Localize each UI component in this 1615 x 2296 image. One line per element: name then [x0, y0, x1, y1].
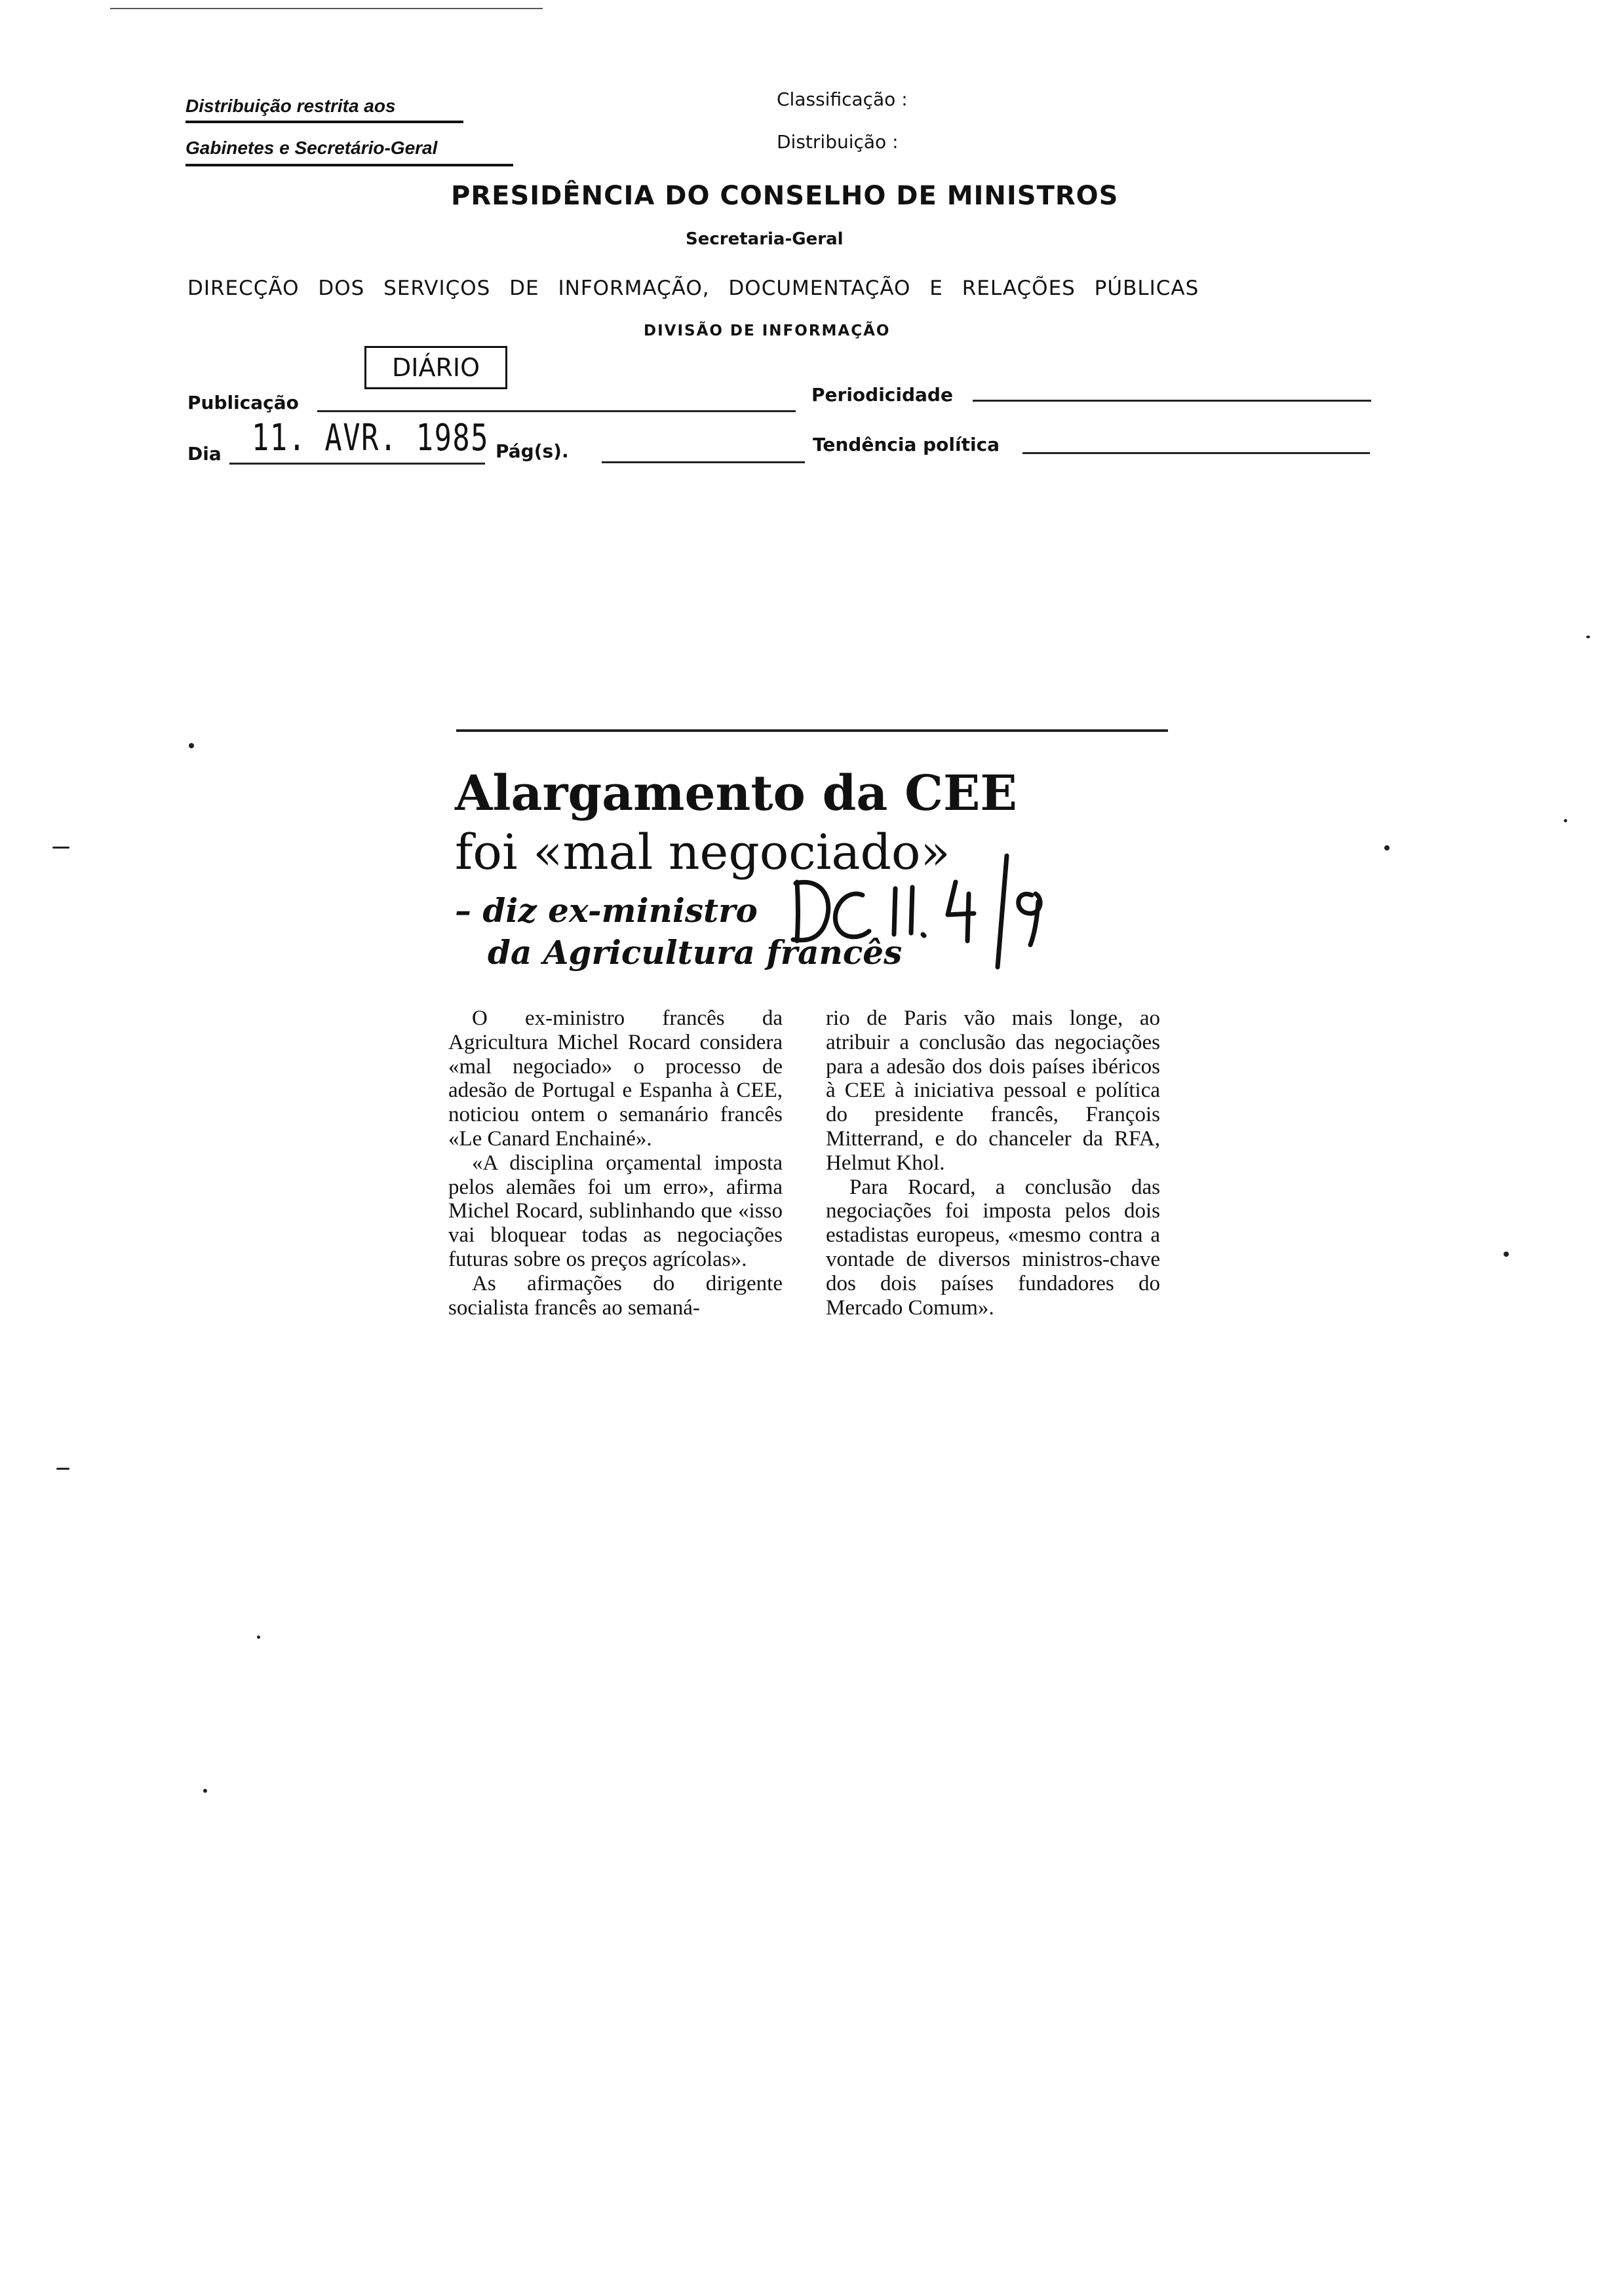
tendencia-line: [1022, 452, 1370, 454]
scan-speck: [1564, 819, 1567, 822]
subhead-line-1: – diz ex-ministro: [455, 891, 758, 930]
column-1-paragraph: As afirmações do dirigente socialista francês ao semaná-: [448, 1271, 783, 1320]
scan-speck: [203, 1789, 207, 1793]
restriction-line-1: Distribuição restrita aos: [185, 96, 396, 116]
scan-edge-line: [110, 8, 543, 9]
article-column-1: [448, 1006, 783, 1320]
division-title: DIVISÃO DE INFORMAÇÃO: [644, 322, 891, 339]
restriction-underline-2: [185, 164, 513, 166]
column-2-paragraph: Para Rocard, a conclusão das negociações foi imposta pelos dois estadistas europeus, «mesmo contra a vontade de diversos ministros-chave dos dois países fundadores do Mercado Comum».: [826, 1175, 1160, 1320]
scan-speck: [257, 1636, 260, 1639]
column-2-paragraph: rio de Paris vão mais longe, ao atribuir a conclusão das negociações para a adesão dos dois países ibéricos à CEE à iniciativa pessoal e política do presidente francês, François Mitterrand, e do chanceler da RFA, Helmut Khol.: [826, 1006, 1160, 1175]
institution-title: PRESIDÊNCIA DO CONSELHO DE MINISTROS: [451, 181, 1119, 211]
pags-label: Pág(s).: [496, 440, 569, 462]
pags-line: [602, 461, 805, 463]
scan-speck: [52, 847, 69, 849]
subhead-line-2: da Agricultura francês: [488, 933, 903, 972]
handwritten-annotation: [784, 836, 1072, 974]
restriction-underline-1: [185, 121, 463, 123]
column-1-paragraph: «A disciplina orçamental imposta pelos alemães foi um erro», afirma Michel Rocard, sublinhando que «isso vai bloquear todas as negociações futuras sobre os preços agrícolas».: [448, 1151, 783, 1271]
publication-stamp: [364, 346, 507, 389]
scan-speck: [1504, 1252, 1509, 1257]
article-column-2: [826, 1006, 1160, 1320]
secretariat-title: Secretaria-Geral: [686, 229, 844, 249]
scan-speck: [1384, 845, 1390, 851]
headline-line-2: foi «mal negociado»: [455, 824, 950, 881]
distribuicao-label: Distribuição :: [777, 131, 899, 153]
periodicidade-label: Periodicidade: [811, 384, 953, 406]
tendencia-label: Tendência política: [813, 434, 1000, 455]
headline-line-1: Alargamento da CEE: [455, 765, 1017, 822]
dia-line: [229, 463, 485, 465]
publication-value: DIÁRIO: [392, 353, 480, 382]
publicacao-line: [317, 410, 796, 412]
scan-speck: [189, 743, 194, 748]
classificacao-label: Classificação :: [777, 88, 908, 110]
column-1-paragraph: O ex-ministro francês da Agricultura Michel Rocard considera «mal negociado» o processo de adesão de Portugal e Espanha à CEE, noticiou ontem o semanário francês «Le Canard Enchainé».: [448, 1006, 783, 1151]
directorate-title: DIRECÇÃO DOS SERVIÇOS DE INFORMAÇÃO, DOCUMENTAÇÃO E RELAÇÕES PÚBLICAS: [187, 277, 1199, 300]
publicacao-label: Publicação: [187, 392, 299, 413]
periodicidade-line: [973, 400, 1371, 402]
scan-speck: [1586, 636, 1590, 638]
date-stamp: 11. AVR. 1985: [252, 417, 490, 459]
scan-speck: [56, 1468, 69, 1470]
dia-label: Dia: [187, 443, 222, 465]
restriction-line-2: Gabinetes e Secretário-Geral: [185, 138, 438, 158]
article-top-rule: [456, 729, 1168, 732]
